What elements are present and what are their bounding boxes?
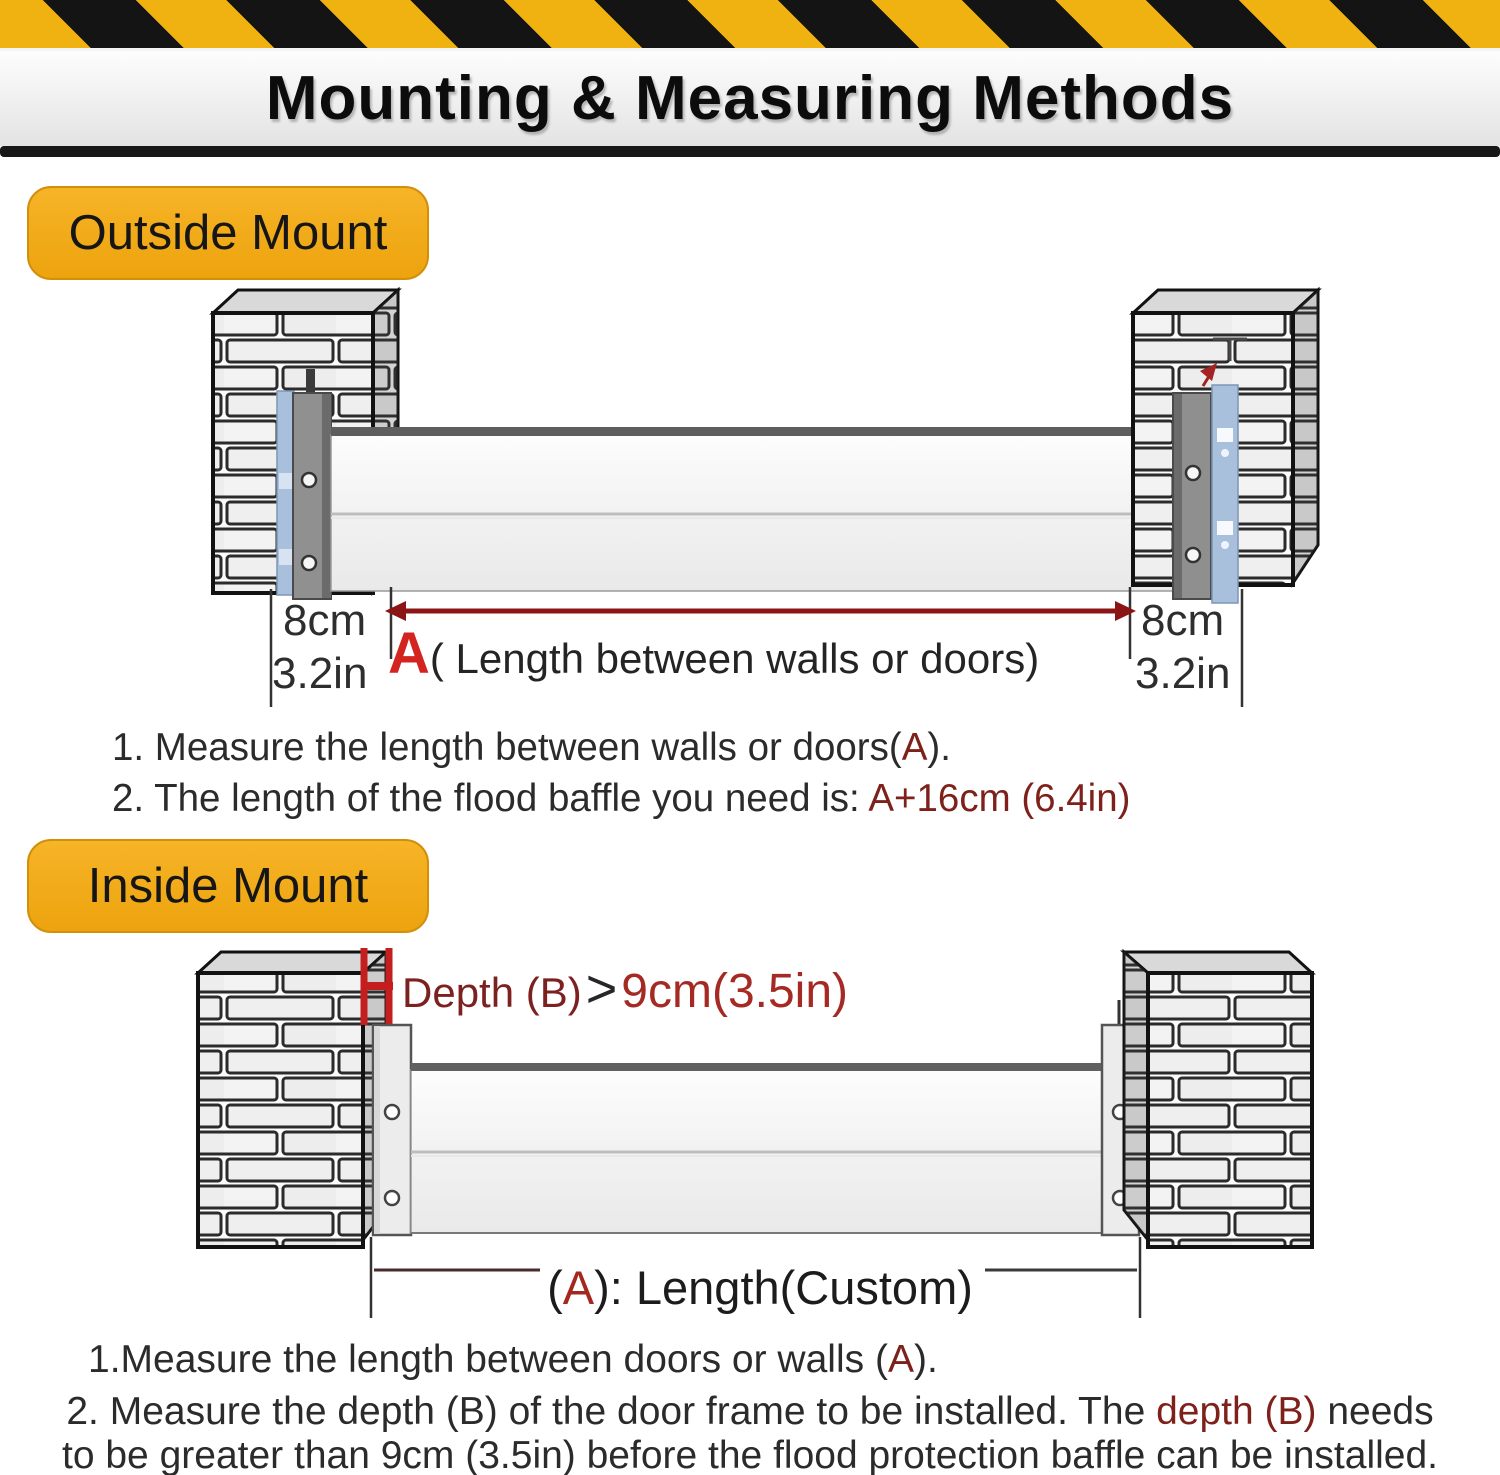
outside-left-dim-cm: 8cm: [283, 596, 367, 645]
inside-right-brick-pillar: [1124, 952, 1312, 1247]
caution-tape-stripe: [0, 0, 1500, 51]
depth-annotation: [402, 958, 848, 1020]
outside-instructions: [112, 722, 1130, 824]
outside-left-mounting-bracket: [277, 391, 331, 599]
inside-length-label: (A): Length(Custom): [547, 1261, 973, 1314]
outside-step-2: 2. The length of the flood baffle you need is: A+16cm (6.4in): [112, 777, 1131, 820]
outside-length-label: [388, 620, 1039, 687]
bolt-hole: [1186, 466, 1200, 480]
bolt-hole: [302, 556, 316, 570]
bolt-hole: [1186, 548, 1200, 562]
header-divider: [0, 146, 1500, 157]
inside-left-brick-pillar: [198, 952, 386, 1247]
bolt-hole: [385, 1105, 399, 1119]
outside-right-dim-cm: 8cm: [1141, 596, 1225, 645]
seal-strip: [1212, 385, 1238, 603]
outside-right-dim-in: 3.2in: [1135, 649, 1231, 698]
greater-than-sign: >: [585, 959, 618, 1019]
depth-value: 9cm(3.5in): [621, 965, 849, 1018]
bolt-hole: [385, 1191, 399, 1205]
inside-flood-barrier-panel: [411, 1063, 1102, 1233]
bolt-hole: [302, 473, 316, 487]
anchor-slot: [306, 369, 315, 395]
outside-left-dim-in: 3.2in: [272, 649, 368, 698]
depth-name: Depth (B): [402, 969, 582, 1016]
outside-mount-badge: Outside Mount: [27, 186, 429, 280]
inside-left-channel-bracket: [373, 1025, 411, 1235]
outside-flood-barrier-panel: [331, 427, 1173, 591]
inside-step-1: 1.Measure the length between doors or walls (A).: [88, 1338, 938, 1381]
inside-step-2: 2. Measure the depth (B) of the door frame to be installed. The depth (B) needs to be greater than 9cm (3.5in) before the flood protection baffle can be installed.: [62, 1390, 1438, 1475]
inside-mount-badge: Inside Mount: [27, 839, 429, 933]
outside-right-mounting-bracket: [1173, 363, 1238, 603]
double-arrow-icon: [385, 601, 1136, 621]
outside-step-1: 1. Measure the length between walls or doors(A).: [112, 726, 951, 769]
length-label-text: ( Length between walls or doors): [429, 635, 1040, 682]
length-letter-a: A: [562, 1261, 595, 1314]
length-letter-a: A: [388, 621, 430, 686]
page-title: Mounting & Measuring Methods: [265, 64, 1235, 133]
title-band: [0, 51, 1500, 146]
